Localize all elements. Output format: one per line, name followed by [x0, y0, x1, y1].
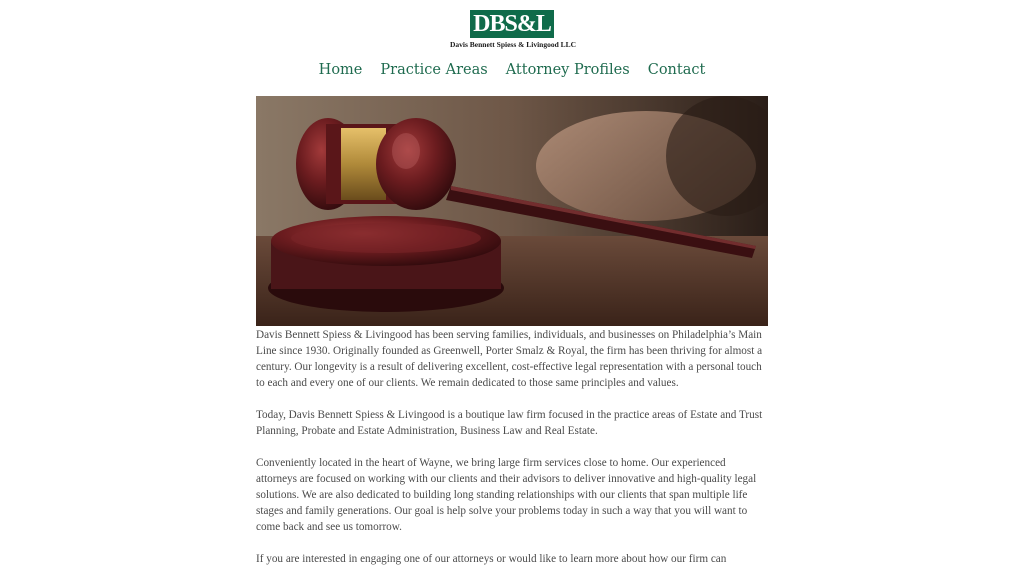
logo-mark: DBS&L [470, 10, 554, 38]
nav-practice-areas[interactable]: Practice Areas [380, 62, 488, 78]
firm-logo[interactable] [450, 10, 577, 50]
main-nav [0, 61, 1024, 79]
paragraph-practice-areas: Today, Davis Bennett Spiess & Livingood is a boutique law firm focused in the practice areas of Estate and Trust Planning, Probate and Estate Administration, Business Law and Real Estate. [256, 409, 763, 437]
nav-contact[interactable]: Contact [647, 62, 706, 78]
hero-image [256, 96, 768, 326]
paragraph-history: Davis Bennett Spiess & Livingood has been serving families, individuals, and businesses on Philadelphia’s Main Line since 1930. Originally founded as Greenwell, Porter Smalz & Royal, the firm has been thriving for almost a century. Our longevity is a result of delivering excellent, cost-effective legal representation with a personal touch to each and every one of our clients. We remain dedicated to those same principles and values. [256, 329, 763, 389]
logo-subtitle: Davis Bennett Spiess & Livingood LLC [450, 40, 577, 49]
nav-home[interactable]: Home [318, 62, 363, 78]
nav-attorney-profiles[interactable]: Attorney Profiles [505, 62, 630, 78]
site-header [0, 0, 1024, 90]
gavel-image [256, 96, 768, 326]
paragraph-location: Conveniently located in the heart of Wayne, we bring large firm services close to home. Our experienced attorneys are focused on working with our clients and their advisors to deliver innovative and high-quality legal solutions. We are also dedicated to building long standing relationships with our clients that span multiple life stages and family generations. Our goal is help solve your problems today in such a way that you will want to come back and see us tomorrow. [256, 457, 757, 533]
paragraph-contact-cta: If you are interested in engaging one of our attorneys or would like to learn more about how our firm can [256, 553, 727, 565]
intro-content [256, 327, 768, 583]
